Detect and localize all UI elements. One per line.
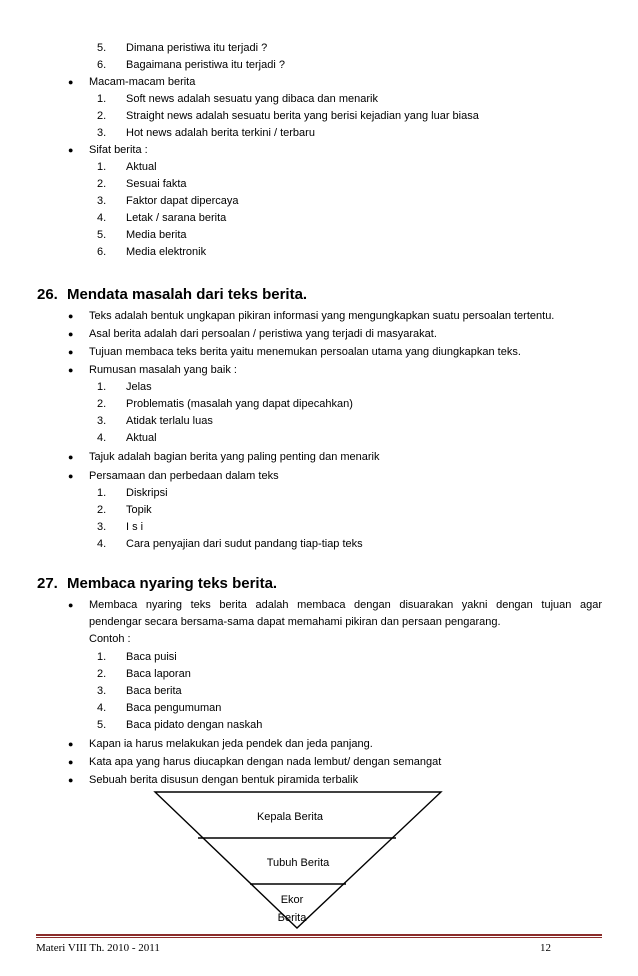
bullet-icon: ● xyxy=(68,329,74,339)
list-number: 6. xyxy=(97,59,107,71)
paragraph-line: Membaca nyaring teks berita adalah membaca dengan disuarakan yakni dengan tujuan agar xyxy=(89,599,602,611)
list-item: Baca pidato dengan naskah xyxy=(126,719,263,731)
list-number: 2. xyxy=(97,504,107,516)
bullet-item: Macam-macam berita xyxy=(89,76,196,88)
bullet-icon: ● xyxy=(68,757,74,767)
bullet-icon: ● xyxy=(68,775,74,785)
list-number: 1. xyxy=(97,487,107,499)
list-item: Sesuai fakta xyxy=(126,178,187,190)
section-number: 26. xyxy=(37,286,58,303)
list-item: Problematis (masalah yang dapat dipecahkan) xyxy=(126,398,353,410)
list-number: 3. xyxy=(97,127,107,139)
list-number: 1. xyxy=(97,161,107,173)
list-item: Dimana peristiwa itu terjadi ? xyxy=(126,42,268,54)
bullet-item: Kapan ia harus melakukan jeda pendek dan jeda panjang. xyxy=(89,738,373,750)
list-item: Letak / sarana berita xyxy=(126,212,227,224)
list-number: 2. xyxy=(97,110,107,122)
list-item: Topik xyxy=(126,504,152,516)
bullet-item: Persamaan dan perbedaan dalam teks xyxy=(89,470,279,482)
pyramid-top-label: Kepala Berita xyxy=(256,811,324,823)
bullet-item: Asal berita adalah dari persoalan / peristiwa yang terjadi di masyarakat. xyxy=(89,328,437,340)
pyramid-middle-label: Tubuh Berita xyxy=(266,857,330,869)
list-number: 1. xyxy=(97,93,107,105)
list-number: 4. xyxy=(97,538,107,550)
bullet-item: Sebuah berita disusun dengan bentuk piramida terbalik xyxy=(89,774,359,786)
list-number: 3. xyxy=(97,195,107,207)
footer-rule-thick xyxy=(36,934,602,936)
list-item: Bagaimana peristiwa itu terjadi ? xyxy=(126,59,285,71)
bullet-icon: ● xyxy=(68,145,74,155)
list-item: Media berita xyxy=(126,229,187,241)
list-number: 2. xyxy=(97,398,107,410)
bullet-icon: ● xyxy=(68,347,74,357)
list-item: Baca pengumuman xyxy=(126,702,222,714)
bullet-icon: ● xyxy=(68,739,74,749)
list-number: 6. xyxy=(97,246,107,258)
list-item: Faktor dapat dipercaya xyxy=(126,195,239,207)
list-number: 2. xyxy=(97,668,107,680)
list-item: Aktual xyxy=(126,432,157,444)
bullet-item: Rumusan masalah yang baik : xyxy=(89,364,237,376)
list-item: Diskripsi xyxy=(126,487,168,499)
list-item: Aktual xyxy=(126,161,157,173)
list-number: 4. xyxy=(97,432,107,444)
pyramid-bottom-label-line1: Ekor xyxy=(280,894,304,906)
bullet-icon: ● xyxy=(68,77,74,87)
list-item: Cara penyajian dari sudut pandang tiap-tiap teks xyxy=(126,538,363,550)
section-title: Mendata masalah dari teks berita. xyxy=(67,286,308,303)
bullet-icon: ● xyxy=(68,452,74,462)
list-item: Media elektronik xyxy=(126,246,207,258)
list-number: 5. xyxy=(97,42,107,54)
bullet-icon: ● xyxy=(68,471,74,481)
bullet-item: Tujuan membaca teks berita yaitu menemukan persoalan utama yang diungkapkan teks. xyxy=(89,346,521,358)
pyramid-bottom-label-line2: Berita xyxy=(277,912,307,924)
footer-title: Materi VIII Th. 2010 - 2011 xyxy=(36,942,160,954)
list-item: Atidak terlalu luas xyxy=(126,415,213,427)
bullet-icon: ● xyxy=(68,600,74,610)
list-item: Straight news adalah sesuatu berita yang berisi kejadian yang luar biasa xyxy=(126,110,479,122)
bullet-item: Teks adalah bentuk ungkapan pikiran informasi yang mengungkapkan suatu persoalan tertentu. xyxy=(89,310,555,322)
list-item: I s i xyxy=(126,521,144,533)
list-number: 3. xyxy=(97,521,107,533)
section-title: Membaca nyaring teks berita. xyxy=(67,575,278,592)
list-item: Baca laporan xyxy=(126,668,191,680)
list-item: Baca puisi xyxy=(126,651,177,663)
list-number: 4. xyxy=(97,702,107,714)
list-number: 5. xyxy=(97,719,107,731)
list-item: Baca berita xyxy=(126,685,182,697)
bullet-item: Kata apa yang harus diucapkan dengan nada lembut/ dengan semangat xyxy=(89,756,442,768)
list-number: 2. xyxy=(97,178,107,190)
bullet-item: Sifat berita : xyxy=(89,144,148,156)
page-number: 12 xyxy=(540,942,551,954)
bullet-item: Tajuk adalah bagian berita yang paling penting dan menarik xyxy=(89,451,380,463)
list-number: 3. xyxy=(97,415,107,427)
list-number: 1. xyxy=(97,651,107,663)
list-number: 4. xyxy=(97,212,107,224)
paragraph-line: pendengar secara bersama-sama dapat memahami pikiran dan persaan pengarang. xyxy=(89,616,501,628)
bullet-icon: ● xyxy=(68,311,74,321)
list-item: Jelas xyxy=(126,381,152,393)
footer-rule-thin xyxy=(36,937,602,938)
section-number: 27. xyxy=(37,575,58,592)
bullet-icon: ● xyxy=(68,365,74,375)
list-item: Hot news adalah berita terkini / terbaru xyxy=(126,127,315,139)
list-number: 1. xyxy=(97,381,107,393)
list-number: 5. xyxy=(97,229,107,241)
list-item: Soft news adalah sesuatu yang dibaca dan menarik xyxy=(126,93,378,105)
contoh-label: Contoh : xyxy=(89,633,131,645)
list-number: 3. xyxy=(97,685,107,697)
